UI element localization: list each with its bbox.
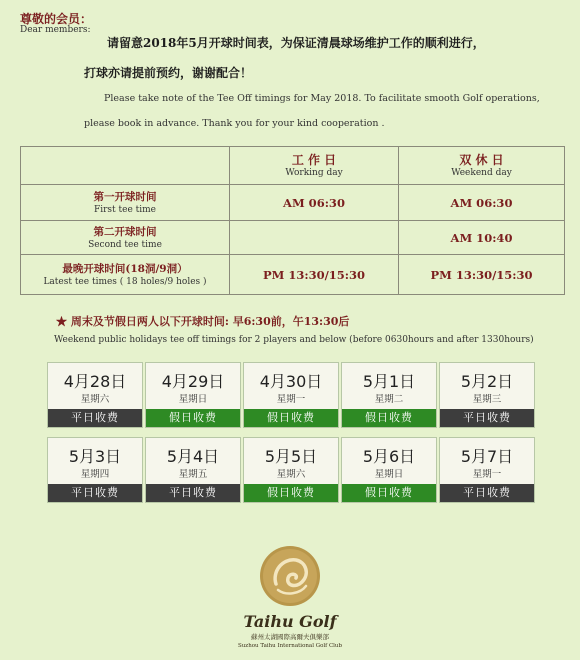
table-row [21, 255, 565, 295]
club-logo-icon [258, 544, 322, 612]
brand-name: Taihu Golf [243, 612, 337, 631]
row-label-en: First tee time [93, 204, 156, 215]
calendar-day [145, 362, 241, 428]
calendar-day [47, 362, 143, 428]
row-label-en: Latest tee times ( 18 holes/9 holes ) [43, 276, 207, 287]
day-date: 5月1日 [362, 372, 416, 391]
fee-badge: 平日收费 [48, 409, 142, 427]
fee-badge: 平日收费 [440, 409, 534, 427]
header-weekend-day [399, 147, 565, 185]
notice-line1-en: Please take note of the Tee Off timings for May 2018. To facilitate smooth Golf operations, [104, 93, 540, 104]
brand-name-cn: 蘇州太湖國際高爾夫俱樂部 [251, 633, 329, 641]
day-weekday: 星期日 [374, 469, 404, 480]
day-date: 5月2日 [460, 372, 514, 391]
calendar-day [439, 362, 535, 428]
notice-line1-cn: 请留意2018年5月开球时间表，为保证清晨球场维护工作的顺利进行， [107, 36, 485, 50]
calendar-day [243, 362, 339, 428]
calendar-day [341, 362, 437, 428]
header-weekend-en: Weekend day [451, 167, 512, 178]
calendar-day [341, 437, 437, 503]
day-weekday: 星期四 [80, 469, 110, 480]
working-time: AM 06:30 [230, 185, 399, 221]
holiday-note-en: Weekend public holidays tee off timings for 2 players and below (before 0630hours and after 1330hours) [54, 335, 534, 345]
holiday-note-cn: ★ 周末及节假日两人以下开球时间: 早6:30前，午13:30后 [56, 315, 350, 328]
day-date: 5月3日 [68, 447, 122, 466]
row-label-cn: 最晚开球时间(18洞/9洞） [62, 262, 188, 275]
calendar-day [243, 437, 339, 503]
working-time: PM 13:30/15:30 [230, 255, 399, 295]
row-label-cn: 第一开球时间 [93, 190, 157, 203]
day-date: 5月7日 [460, 447, 514, 466]
day-weekday: 星期一 [472, 469, 502, 480]
greeting-cn: 尊敬的会员： [20, 12, 93, 26]
fee-badge: 假日收费 [244, 409, 338, 427]
fee-badge: 假日收费 [342, 484, 436, 502]
row-label [21, 255, 230, 295]
weekend-time: AM 10:40 [399, 221, 565, 255]
calendar-day [145, 437, 241, 503]
header-working-day [230, 147, 399, 185]
day-weekday: 星期六 [276, 469, 306, 480]
greeting-en: Dear members: [20, 25, 91, 35]
day-date: 5月5日 [264, 447, 318, 466]
calendar-day [439, 437, 535, 503]
working-time [230, 221, 399, 255]
table-header-row [21, 147, 565, 185]
weekend-time: AM 06:30 [399, 185, 565, 221]
header-working-cn: 工 作 日 [291, 152, 337, 167]
day-date: 4月29日 [161, 372, 225, 391]
fee-badge: 平日收费 [48, 484, 142, 502]
row-label [21, 185, 230, 221]
row-label-en: Second tee time [88, 239, 162, 250]
day-weekday: 星期日 [178, 394, 208, 405]
day-date: 4月30日 [259, 372, 323, 391]
weekend-time: PM 13:30/15:30 [399, 255, 565, 295]
day-weekday: 星期三 [472, 394, 502, 405]
day-date: 5月4日 [166, 447, 220, 466]
header-working-en: Working day [285, 167, 343, 178]
day-weekday: 星期二 [374, 394, 404, 405]
fee-badge: 假日收费 [342, 409, 436, 427]
day-weekday: 星期六 [80, 394, 110, 405]
notice-line2-cn: 打球亦请提前预约，谢谢配合！ [84, 66, 253, 80]
table-row [21, 185, 565, 221]
notice-line2-en: please book in advance. Thank you for your kind cooperation . [84, 118, 385, 129]
calendar-day [47, 437, 143, 503]
table-row [21, 221, 565, 255]
row-label-cn: 第二开球时间 [93, 225, 157, 238]
header-weekend-cn: 双 休 日 [459, 152, 504, 167]
day-date: 4月28日 [63, 372, 127, 391]
day-date: 5月6日 [362, 447, 416, 466]
fee-badge: 平日收费 [440, 484, 534, 502]
brand-name-en: Suzhou Taihu International Golf Club [238, 643, 342, 649]
day-weekday: 星期五 [178, 469, 208, 480]
fee-badge: 平日收费 [146, 484, 240, 502]
day-weekday: 星期一 [276, 394, 306, 405]
table-corner-cell [21, 147, 230, 185]
fee-badge: 假日收费 [146, 409, 240, 427]
row-label [21, 221, 230, 255]
fee-badge: 假日收费 [244, 484, 338, 502]
tee-time-table [20, 146, 565, 295]
